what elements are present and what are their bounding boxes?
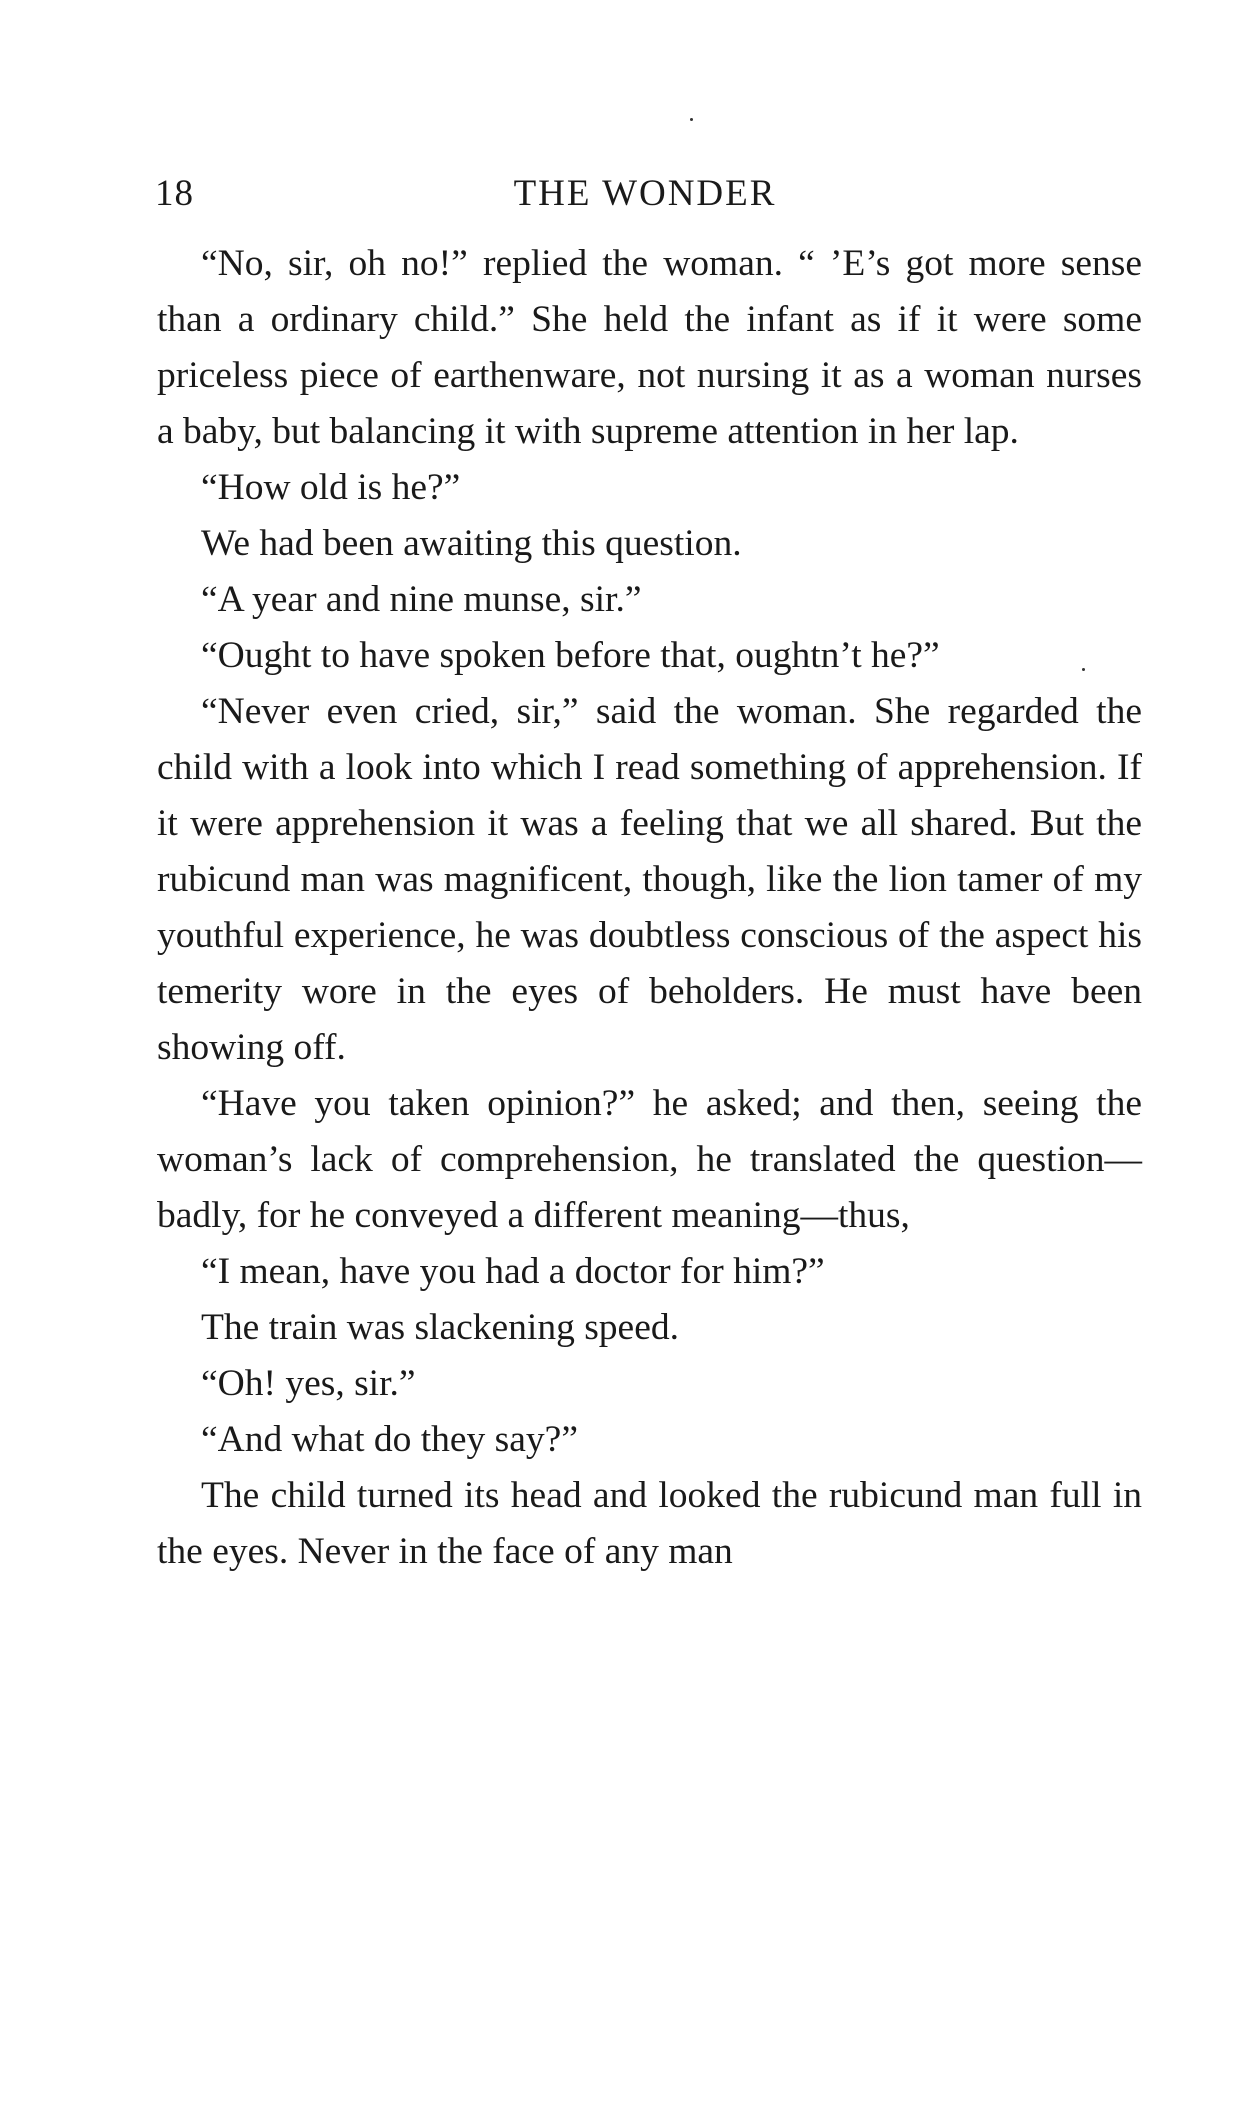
paragraph: “And what do they say?”	[201, 1419, 578, 1460]
paragraph: “I mean, have you had a doctor for him?”	[201, 1251, 825, 1292]
page-header	[155, 172, 1135, 222]
paragraph: “Oh! yes, sir.”	[201, 1363, 416, 1404]
paragraph: We had been awaiting this question.	[201, 523, 742, 564]
paragraph: “How old is he?”	[201, 467, 461, 508]
paragraph: “No, sir, oh no!” replied the woman. “ ’E’s got more sense than a ordinary child.” She held the infant as if it were some priceless piece of earthenware, not nursing it as a woman nurses a baby, but balancing it with supreme attention in her lap.	[157, 243, 1142, 452]
paragraph: The train was slackening speed.	[201, 1307, 679, 1348]
paragraph: “A year and nine munse, sir.”	[201, 579, 642, 620]
running-title: THE WONDER	[513, 173, 777, 214]
print-speck	[690, 118, 693, 121]
paragraph: “Ought to have spoken before that, oughtn’t he?”	[201, 635, 940, 676]
paragraph: “Have you taken opinion?” he asked; and then, seeing the woman’s lack of comprehension, he translated the question—badly, for he conveyed a different meaning—thus,	[157, 1083, 1142, 1236]
paragraph: The child turned its head and looked the rubicund man full in the eyes. Never in the face of any man	[157, 1475, 1142, 1572]
page-number: 18	[155, 173, 194, 214]
body-text	[157, 236, 1142, 1580]
paragraph: “Never even cried, sir,” said the woman. She regarded the child with a look into which I read something of apprehension. If it were apprehension it was a feeling that we all shared. But the rubicund man was magnificent, though, like the lion tamer of my youthful experience, he was doubtless conscious of the aspect his temerity wore in the eyes of beholders. He must have been showing off.	[157, 691, 1142, 1068]
